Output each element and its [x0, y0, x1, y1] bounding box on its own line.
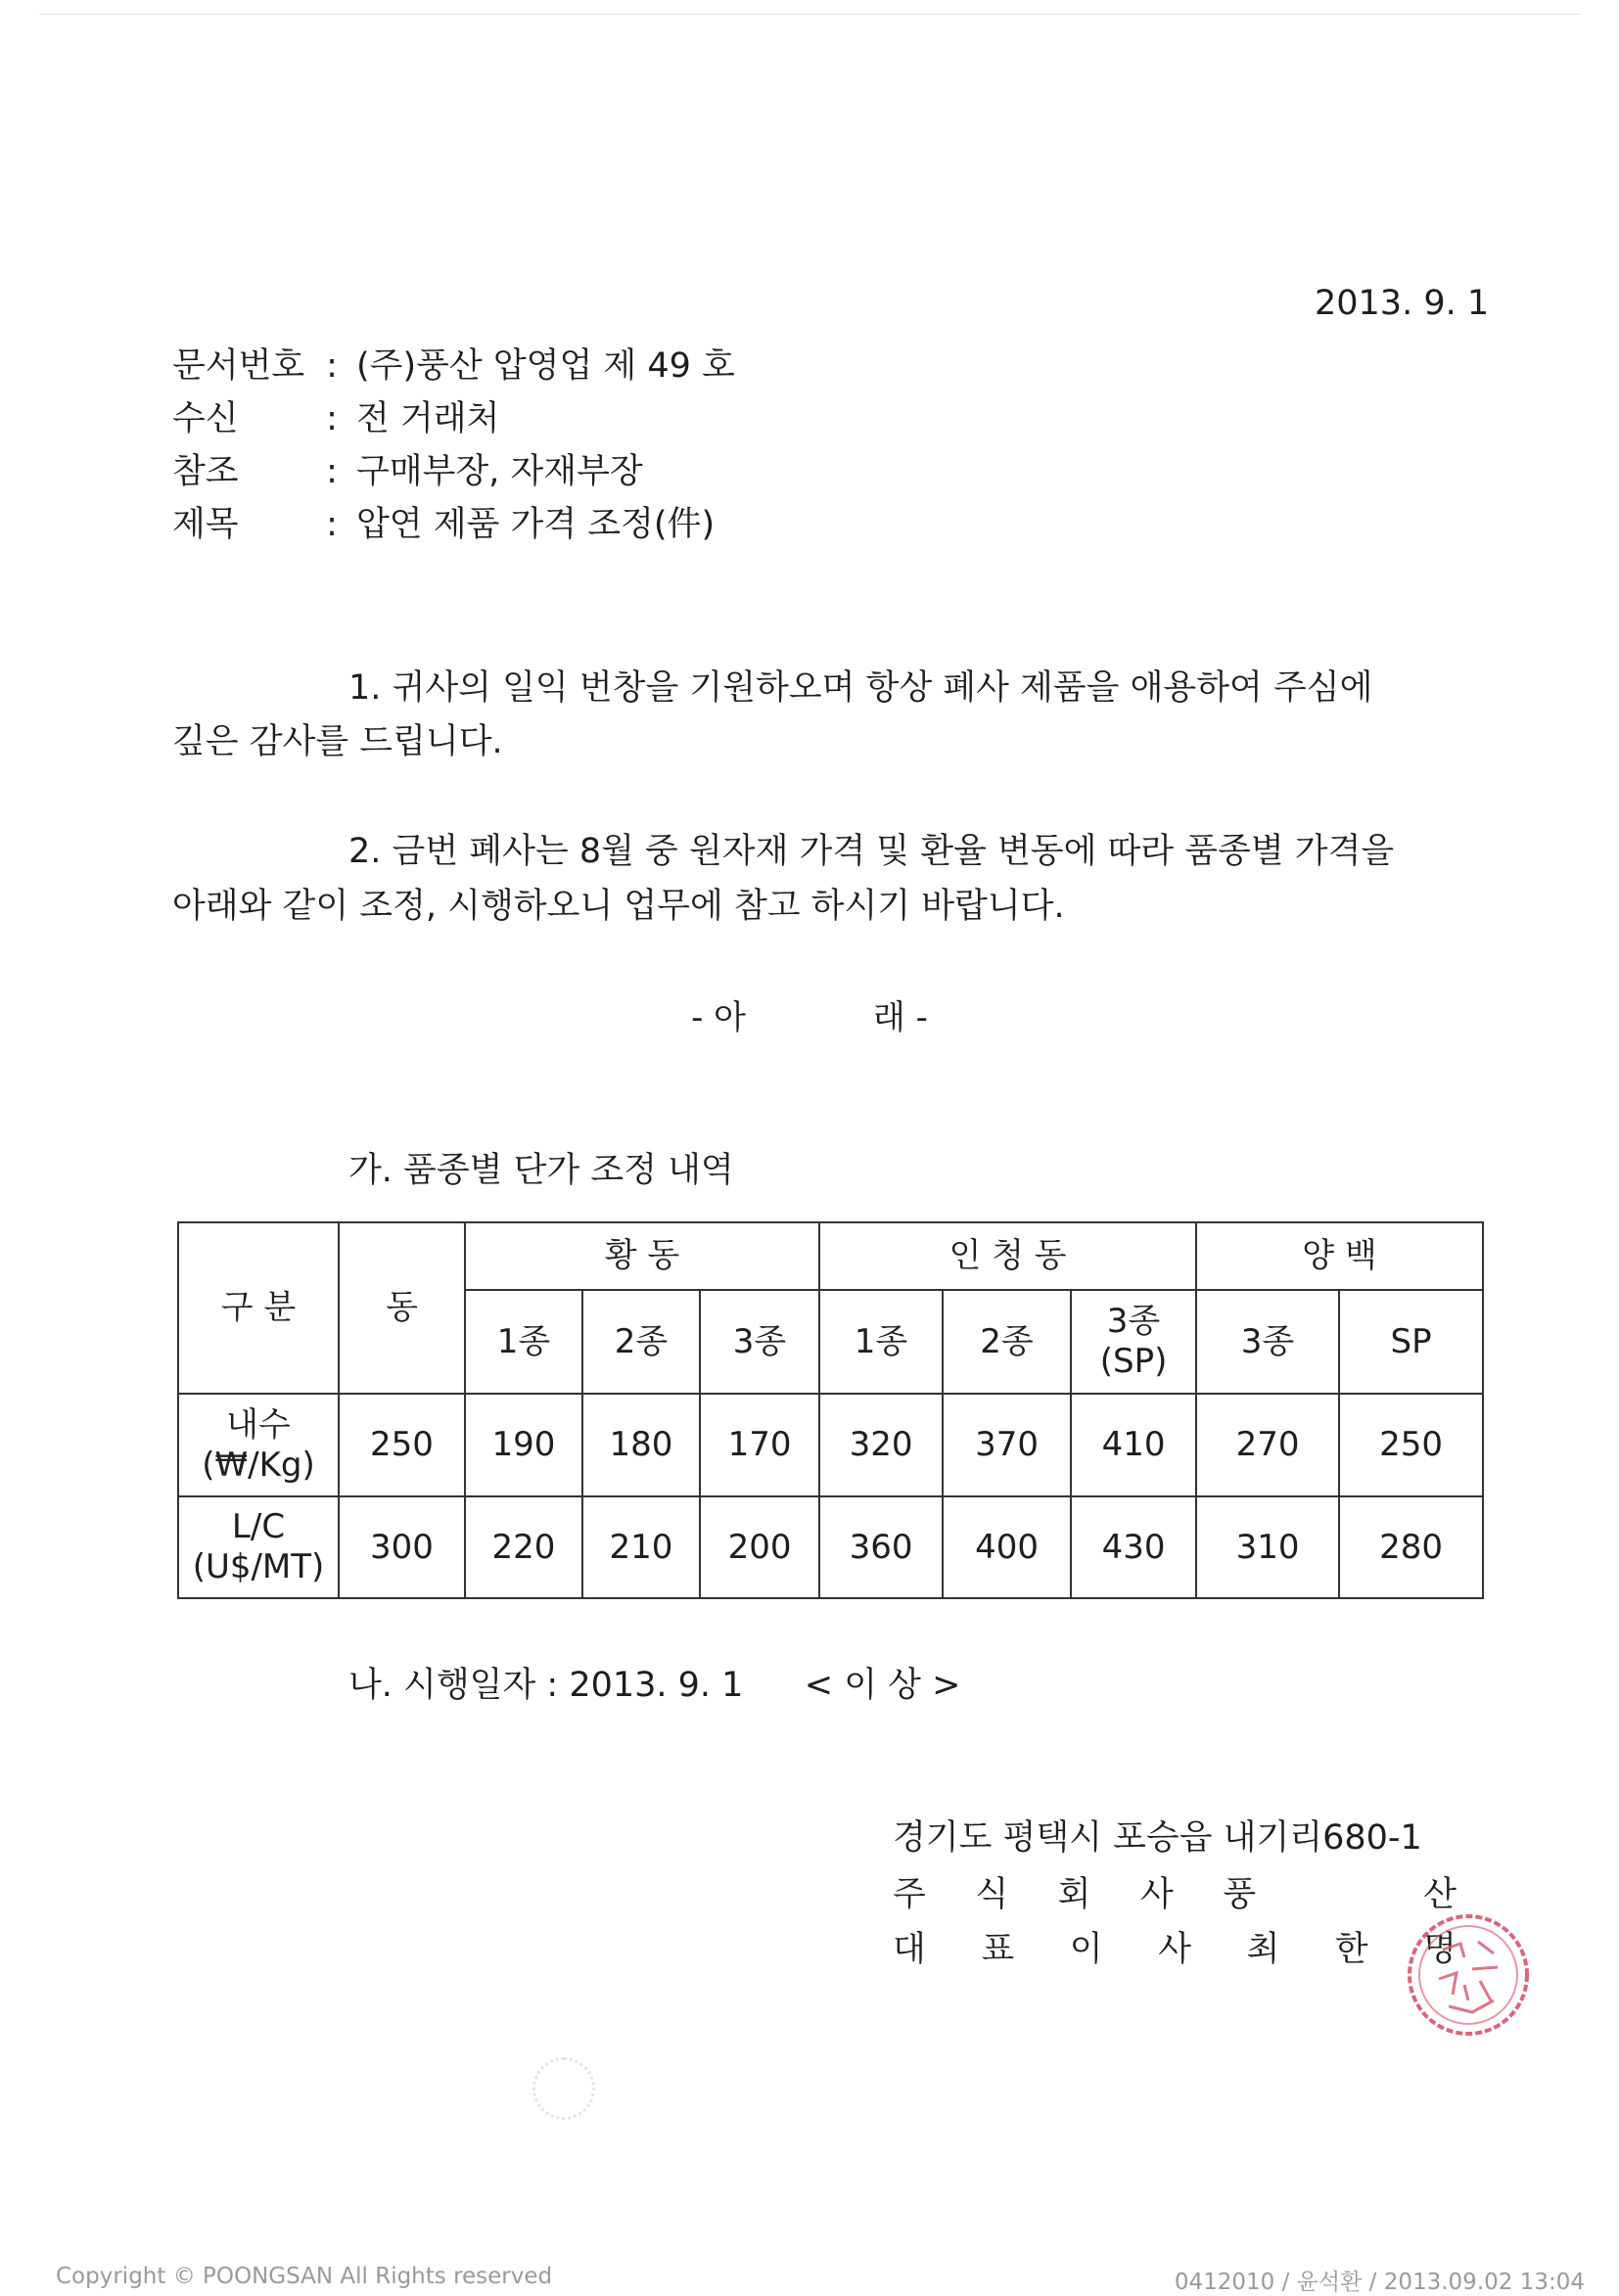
subheader-incheongdong-1: 1종 [819, 1290, 943, 1394]
subheader-line: 3종 [1106, 1302, 1161, 1342]
faint-stamp-mark [532, 2057, 595, 2120]
subheader-incheongdong-3sp [1071, 1290, 1196, 1394]
row-label-lc [178, 1496, 339, 1598]
header-colon: : [326, 505, 338, 544]
sender-address: 경기도 평택시 포승읍 내기리680-1 [893, 1818, 1422, 1858]
subheader-incheongdong-2: 2종 [943, 1290, 1071, 1394]
header-colon: : [326, 452, 338, 491]
ceo-char: 한 [1334, 1930, 1368, 1969]
top-divider [39, 14, 1580, 15]
table-cell: 180 [582, 1394, 700, 1496]
company-char: 풍 [1223, 1875, 1257, 1914]
ceo-char: 대 [893, 1930, 926, 1969]
header-hwangdong: 황 동 [465, 1222, 819, 1290]
sender-company [893, 1867, 1457, 1916]
table-cell: 360 [819, 1496, 943, 1598]
table-cell: 430 [1071, 1496, 1196, 1598]
table-cell: 220 [465, 1496, 582, 1598]
table-cell: 190 [465, 1394, 582, 1496]
table-row [178, 1394, 1483, 1496]
table-cell: 170 [700, 1394, 819, 1496]
subheader-yangbaek-sp: SP [1339, 1290, 1483, 1394]
table-cell: 250 [1339, 1394, 1483, 1496]
notice-right: 래 - [873, 998, 928, 1037]
document-date: 2013. 9. 1 [1315, 284, 1490, 323]
notice-heading [0, 990, 1619, 1038]
table-row [178, 1496, 1483, 1598]
subheader-hwangdong-3: 3종 [700, 1290, 819, 1394]
row-label-line: 내수 [226, 1404, 291, 1445]
header-gubun: 구 분 [178, 1222, 339, 1394]
subheader-yangbaek-3: 3종 [1196, 1290, 1339, 1394]
header-key: 문서번호 [172, 346, 305, 386]
row-label-line: L/C [231, 1507, 286, 1547]
company-char: 산 [1423, 1875, 1457, 1914]
ceo-char: 이 [1069, 1930, 1103, 1969]
section-a-title: 가. 품종별 단가 조정 내역 [348, 1151, 734, 1190]
subheader-line: (SP) [1099, 1342, 1168, 1381]
header-value: (주)풍산 압영업 제 49 호 [356, 346, 735, 386]
company-char: 회 [1057, 1875, 1091, 1914]
paragraph-1-line-2: 깊은 감사를 드립니다. [172, 722, 503, 761]
notice-left: - 아 [691, 998, 746, 1037]
header-dong: 동 [339, 1222, 465, 1394]
ceo-char: 명 [1423, 1930, 1457, 1969]
table-cell: 310 [1196, 1496, 1339, 1598]
ceo-char: 최 [1246, 1930, 1280, 1969]
table-cell: 320 [819, 1394, 943, 1496]
subheader-hwangdong-2: 2종 [582, 1290, 700, 1394]
paragraph-1-line-1: 1. 귀사의 일익 번창을 기원하오며 항상 폐사 제품을 애용하여 주심에 [348, 668, 1373, 708]
header-value: 압연 제품 가격 조정(件) [356, 505, 716, 544]
company-char: 식 [975, 1875, 1009, 1914]
table-cell: 210 [582, 1496, 700, 1598]
ceo-char: 표 [981, 1930, 1015, 1969]
row-label-line: (₩/Kg) [202, 1445, 315, 1485]
table-cell: 250 [339, 1394, 465, 1496]
table-cell: 300 [339, 1496, 465, 1598]
header-colon: : [326, 346, 338, 386]
header-value: 전 거래처 [356, 399, 500, 438]
header-key: 참조 [172, 452, 239, 491]
company-char: 주 [893, 1875, 926, 1914]
footer-print-info: 0412010 / 윤석환 / 2013.09.02 13:04 [1174, 2270, 1585, 2295]
price-table [177, 1221, 1484, 1599]
header-yangbaek: 양 백 [1196, 1222, 1483, 1290]
subheader-hwangdong-1: 1종 [465, 1290, 582, 1394]
effective-date-text: 나. 시행일자 : 2013. 9. 1 [348, 1666, 744, 1705]
company-char: 사 [1139, 1875, 1174, 1914]
table-cell: 410 [1071, 1394, 1196, 1496]
table-cell: 280 [1339, 1496, 1483, 1598]
end-mark: < 이 상 > [804, 1666, 961, 1705]
row-label-line: (U$/MT) [192, 1547, 325, 1586]
table-cell: 370 [943, 1394, 1071, 1496]
header-colon: : [326, 399, 338, 438]
header-key: 제목 [172, 505, 239, 544]
table-cell: 400 [943, 1496, 1071, 1598]
header-reference [172, 444, 643, 493]
paragraph-2-line-1: 2. 금번 폐사는 8월 중 원자재 가격 및 환율 변동에 따라 품종별 가격을 [348, 832, 1395, 871]
section-b-effective-date [348, 1658, 960, 1707]
sender-ceo [893, 1922, 1457, 1971]
header-key: 수신 [172, 399, 239, 438]
header-value: 구매부장, 자재부장 [356, 452, 643, 491]
table-cell: 270 [1196, 1394, 1339, 1496]
header-incheongdong: 인 청 동 [819, 1222, 1196, 1290]
header-recipient [172, 391, 499, 440]
row-label-domestic [178, 1394, 339, 1496]
header-subject [172, 497, 715, 546]
header-doc-number [172, 339, 735, 388]
company-seal-icon [1404, 1910, 1533, 2040]
table-cell: 200 [700, 1496, 819, 1598]
paragraph-2-line-2: 아래와 같이 조정, 시행하오니 업무에 참고 하시기 바랍니다. [172, 887, 1065, 926]
ceo-char: 사 [1158, 1930, 1191, 1969]
footer-copyright: Copyright © POONGSAN All Rights reserved [56, 2264, 553, 2289]
